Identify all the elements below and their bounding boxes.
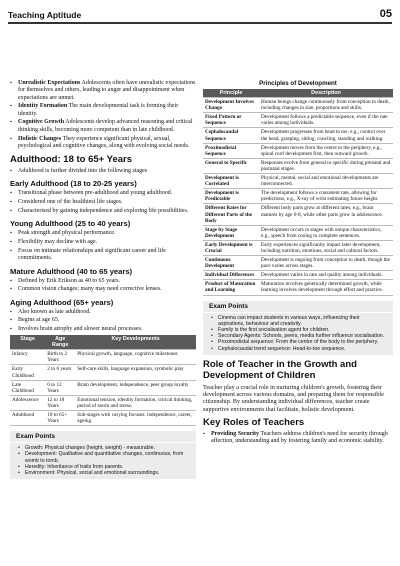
table-cell: 12 to 18 Years: [45, 395, 75, 410]
early-heading: Early Adulthood (18 to 20-25 years): [10, 179, 137, 189]
table-row: [203, 174, 393, 189]
bullet-term: Holistic Changes: [18, 135, 62, 142]
list-item: ▪ Begins at age 65.: [10, 317, 196, 324]
list-item: [10, 136, 196, 151]
list-item: [10, 80, 196, 102]
aging-bullets: [10, 309, 196, 334]
table-row: [203, 204, 393, 225]
table-row: [203, 256, 393, 271]
header-title: Teaching Aptitude: [8, 10, 82, 20]
column-header: Age Range: [45, 335, 75, 350]
bullet-term: Identity Formation: [18, 103, 68, 110]
table-cell: Fixed Pattern or Sequence: [203, 113, 259, 128]
column-header: Principle: [203, 89, 259, 98]
left-column: [10, 80, 196, 479]
table-row: [10, 395, 196, 410]
table-cell: Birth to 2 Years: [45, 350, 75, 365]
table-cell: Continuous Development: [203, 256, 259, 271]
table-cell: Infancy: [10, 350, 45, 365]
column-header: Key Developments: [75, 335, 196, 350]
exam-points-title: Exam Points: [203, 301, 393, 313]
key-roles-bullets: [203, 431, 393, 446]
table-row: [203, 158, 393, 173]
table-row: [203, 113, 393, 128]
exam-points-title: Exam Points: [10, 431, 196, 443]
bullet-term: Providing Security: [211, 430, 260, 437]
exam-points-list: [203, 313, 393, 352]
exam-point: • Cinema can impact students in various ways, influencing their aspirations, behaviour and creativity.: [211, 315, 387, 327]
bullet-text: Teachers address children's need for security through affection, understanding and by fostering family and economic stability.: [211, 430, 388, 445]
table-cell: Different body parts grow at different rates, e.g., brain matures by age 6-8, while other parts grow in adolescence.: [259, 204, 393, 225]
table-row: [203, 189, 393, 204]
young-heading: Young Adulthood (25 to 40 years): [10, 219, 131, 229]
table-cell: Development progresses from head to toe, e.g., control over the head, grasping, sitting, crawling, standing and walking.: [259, 128, 393, 143]
exam-point: • Heredity: Inheritance of traits from parents.: [18, 464, 190, 470]
table-cell: 18 to 65+ Years: [45, 410, 75, 425]
exam-point: • Growth: Physical changes (height, weight) - measurable.: [18, 445, 190, 451]
list-item: [203, 431, 393, 446]
column-header: Stage: [10, 335, 45, 350]
table-cell: Maturation involves genetically determined growth, while learning involves development through effort and practice.: [259, 280, 393, 295]
table-cell: Different Rates for Different Parts of the Body: [203, 204, 259, 225]
table-row: [10, 350, 196, 365]
list-item: ▪ Transitional phase between pre-adulthood and young adulthood.: [10, 190, 196, 197]
exam-point: • Environment: Physical, social and emotional surroundings.: [18, 470, 190, 476]
table-cell: The development follows a consistent rate, allowing for predictions, e.g., X-ray of wrist estimating future height.: [259, 189, 393, 204]
table-cell: Cephalocaudal Sequence: [203, 128, 259, 143]
bullet-text: They experience significant physical, sexual, psychological and cognitive changes, along with evolving social needs.: [18, 135, 190, 149]
table-cell: Self-care skills, language expansion, symbolic play: [75, 365, 196, 380]
table-cell: Individual Differences: [203, 271, 259, 280]
table-cell: Development is Correlated: [203, 174, 259, 189]
table-cell: Brain development, independence, peer group loyalty: [75, 380, 196, 395]
table-cell: Development moves from the centre to the periphery, e.g., spinal cord development first, then outward growth.: [259, 143, 393, 158]
table-row: [203, 240, 393, 255]
bullet-text: Adolescents often have unrealistic expectations for themselves and others, leading to anger and disappointment when expectations are unmet.: [18, 80, 196, 101]
table-cell: Stage by Stage Development: [203, 225, 259, 240]
column-header: Description: [259, 89, 393, 98]
table-row: [10, 380, 196, 395]
adulthood-bullets: [10, 168, 196, 175]
table-cell: 6 to 12 Years: [45, 380, 75, 395]
list-item: ▪ Characterised by gaining independence and exploring life possibilities.: [10, 208, 196, 215]
list-item: [10, 119, 196, 134]
list-item: ▪ Also known as late adulthood.: [10, 309, 196, 316]
table-cell: Responses evolve from general to specific during prenatal and postnatal stages.: [259, 158, 393, 173]
bullet-text: Adolescents develop advanced reasoning and critical thinking skills, becoming more competent than in late childhood.: [18, 119, 193, 133]
page-number: 05: [379, 8, 392, 20]
table-row: [203, 280, 393, 295]
page-header: [8, 6, 392, 20]
role-heading: Role of Teacher in the Growth and Development of Children: [203, 358, 357, 381]
table-row: [203, 128, 393, 143]
table-row: [10, 365, 196, 380]
table-cell: Physical growth, language, cognitive milestones: [75, 350, 196, 365]
table-cell: Early Childhood: [10, 365, 45, 380]
list-item: ▪ Common vision changes; many may need corrective lenses.: [10, 286, 196, 293]
aging-heading: Aging Adulthood (65+ years): [10, 297, 114, 307]
exam-points-box-left: [10, 431, 196, 479]
stage-table: [10, 335, 196, 426]
table-cell: Late Childhood: [10, 380, 45, 395]
list-item: [10, 103, 196, 118]
table-cell: Development occurs in stages with unique characteristics, e.g., speech from cooing to complete sentences.: [259, 225, 393, 240]
list-item: ▪ Flexibility may decline with age.: [10, 239, 196, 246]
table-row: [203, 143, 393, 158]
list-item: ▪ Focus on intimate relationships and significant career and life commitments.: [10, 248, 196, 263]
exam-points-list: [10, 443, 196, 476]
bullet-text: The main developmental task is forming their identity.: [18, 103, 179, 117]
table-cell: Early Development is Crucial: [203, 240, 259, 255]
table-row: [203, 225, 393, 240]
table-cell: Human beings change continuously from conception to death, including changes in size, proportions and skills.: [259, 98, 393, 113]
table-cell: Adolescence: [10, 395, 45, 410]
table-cell: Sub-stages with varying focuses: independence, career, ageing.: [75, 410, 196, 425]
table-cell: Proximodistal Sequence: [203, 143, 259, 158]
mature-bullets: [10, 278, 196, 294]
bullet-term: Cognitive Growth: [18, 119, 65, 126]
table-header-row: [203, 89, 393, 98]
list-item: ▪ Adulthood is further divided into the following stages: [10, 168, 196, 175]
adulthood-heading: Adulthood: 18 to 65+ Years: [10, 154, 133, 166]
list-item: ▪ Peak strength and physical performance.: [10, 230, 196, 237]
role-paragraph: Teacher play a crucial role in nurturing children's growth, fostering their development across various domains, and preparing them for responsible citizenship. By understanding individual differences, teacher create supportive environments that facilitate, holistic development.: [203, 383, 384, 413]
bullet-term: Unrealistic Expectations: [18, 80, 81, 86]
exam-points-box-right: [203, 301, 393, 355]
list-item: ▪ Involves brain atrophy and slower neural processes.: [10, 326, 196, 333]
table-cell: Product of Maturation and Learning: [203, 280, 259, 295]
table-cell: General to Specific: [203, 158, 259, 173]
table-cell: Development Involves Change: [203, 98, 259, 113]
early-bullets: [10, 190, 196, 215]
mature-heading: Mature Adulthood (40 to 65 years): [10, 266, 133, 276]
table-cell: 2 to 6 years: [45, 365, 75, 380]
key-roles-heading: Key Roles of Teachers: [203, 416, 305, 428]
header-rule: [8, 22, 392, 24]
young-bullets: [10, 230, 196, 262]
table-cell: Development is Predictable: [203, 189, 259, 204]
principles-table: [203, 89, 393, 296]
table-cell: Development varies in rate and quality among individuals.: [259, 271, 393, 280]
table-cell: Emotional tension, identity formation, critical thinking, period of storm and stress.: [75, 395, 196, 410]
table-cell: Adulthood: [10, 410, 45, 425]
exam-point: • Proximodistal sequence: From the centre of the body to the periphery.: [211, 339, 387, 345]
intro-bullets: [10, 80, 196, 150]
exam-point: • Family is the first socialisation agent for children.: [211, 327, 387, 333]
exam-point: • Secondary Agents: Schools, peers, media further influence socialisation.: [211, 333, 387, 339]
table-cell: Early experiences significantly impact later development, including nutrition, emotions, social and cultural factors.: [259, 240, 393, 255]
table-row: [10, 410, 196, 425]
table-header-row: [10, 335, 196, 350]
table-cell: Development follows a predictable sequence, even if the rate varies among individuals.: [259, 113, 393, 128]
exam-point: • Cephalocaudal trend sequence: Head-to-toe sequence.: [211, 346, 387, 352]
table-cell: Development is ongoing from conception to death, though the pace varies across stages.: [259, 256, 393, 271]
table-cell: Physical, mental, social and emotional developments are interconnected.: [259, 174, 393, 189]
right-column: [203, 80, 393, 447]
list-item: ▪ Considered one of the healthiest life stages.: [10, 199, 196, 206]
principles-title: Principles of Development: [259, 80, 337, 87]
exam-point: • Development: Qualitative and quantitative changes, continuous, from womb to tomb.: [18, 451, 190, 463]
table-row: [203, 271, 393, 280]
table-row: [203, 98, 393, 113]
list-item: ▪ Defined by Erik Erikson as 40 to 65 years.: [10, 278, 196, 285]
